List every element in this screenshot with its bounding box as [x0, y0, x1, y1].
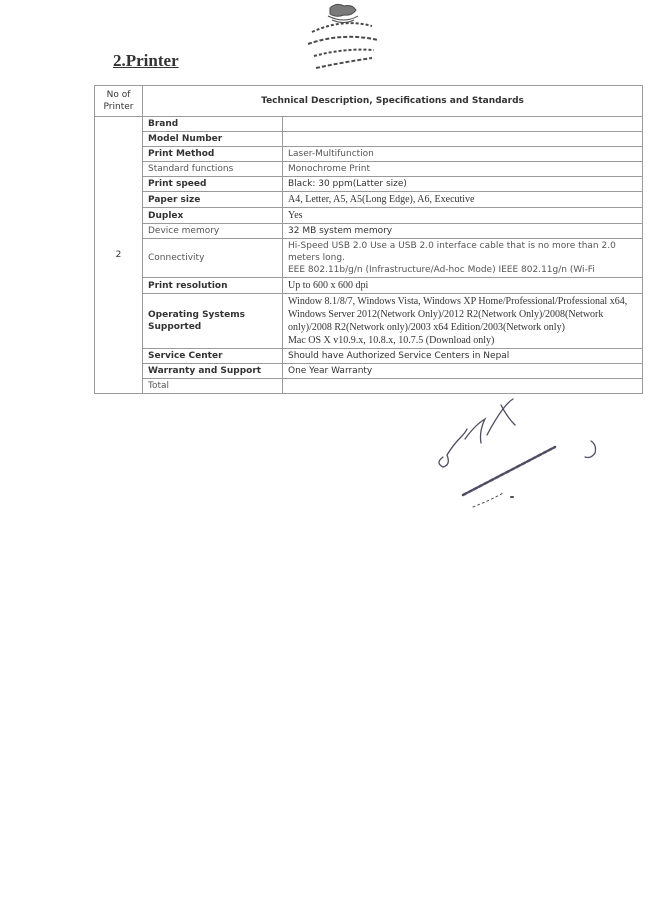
row-value: Monochrome Print: [283, 162, 643, 177]
table-row: [95, 224, 643, 239]
header-description: Technical Description, Specifications and Standards: [143, 86, 643, 117]
table-row: [95, 117, 643, 132]
row-label: Duplex: [143, 208, 283, 224]
section-heading: 2.Printer: [113, 51, 179, 70]
row-label: Standard functions: [143, 162, 283, 177]
table-row: [95, 208, 643, 224]
row-value: Yes: [283, 208, 643, 224]
table-row: [95, 162, 643, 177]
table-row: [95, 278, 643, 294]
row-value: [283, 379, 643, 394]
row-value: [283, 132, 643, 147]
row-value: 32 MB system memory: [283, 224, 643, 239]
row-value: One Year Warranty: [283, 364, 643, 379]
row-value: Window 8.1/8/7, Windows Vista, Windows XP Home/Professional/Professional x64, Windows Server 2012(Network Only)/2012 R2(Network Only)/2008(Network only)/2008 R2(Network only)/2003 x64 Edition/2003(Network only) Mac OS X v10.9.x, 10.8.x, 10.7.5 (Download only): [283, 294, 643, 349]
row-label: Print resolution: [143, 278, 283, 294]
row-label: Total: [143, 379, 283, 394]
table-row: [95, 294, 643, 349]
row-value: Should have Authorized Service Centers in Nepal: [283, 349, 643, 364]
table-row: [95, 239, 643, 278]
row-label: Warranty and Support: [143, 364, 283, 379]
row-label: Model Number: [143, 132, 283, 147]
table-header-row: [95, 86, 643, 117]
row-label: Paper size: [143, 192, 283, 208]
table-row: [95, 192, 643, 208]
signature-stamp: [425, 395, 615, 525]
row-label: Device memory: [143, 224, 283, 239]
row-value: [283, 117, 643, 132]
row-label: Print Method: [143, 147, 283, 162]
row-value: Black: 30 ppm(Latter size): [283, 177, 643, 192]
table-row: [95, 132, 643, 147]
row-label: Service Center: [143, 349, 283, 364]
table-row: [95, 379, 643, 394]
printer-number: 2: [95, 117, 143, 394]
row-value: Laser-Multifunction: [283, 147, 643, 162]
office-seal: [292, 2, 392, 82]
header-no-of-printer: No of Printer: [95, 86, 143, 117]
row-value: Hi-Speed USB 2.0 Use a USB 2.0 interface cable that is no more than 2.0 meters long. EEE 802.11b/g/n (Infrastructure/Ad-hoc Mode) IEEE 802.11g/n (Wi-Fi: [283, 239, 643, 278]
row-value: A4, Letter, A5, A5(Long Edge), A6, Executive: [283, 192, 643, 208]
spec-table: [94, 85, 643, 394]
table-row: [95, 364, 643, 379]
table-row: [95, 147, 643, 162]
table-row: [95, 349, 643, 364]
row-value: Up to 600 x 600 dpi: [283, 278, 643, 294]
row-label: Brand: [143, 117, 283, 132]
row-label: Connectivity: [143, 239, 283, 278]
row-label: Operating Systems Supported: [143, 294, 283, 349]
table-row: [95, 177, 643, 192]
row-label: Print speed: [143, 177, 283, 192]
